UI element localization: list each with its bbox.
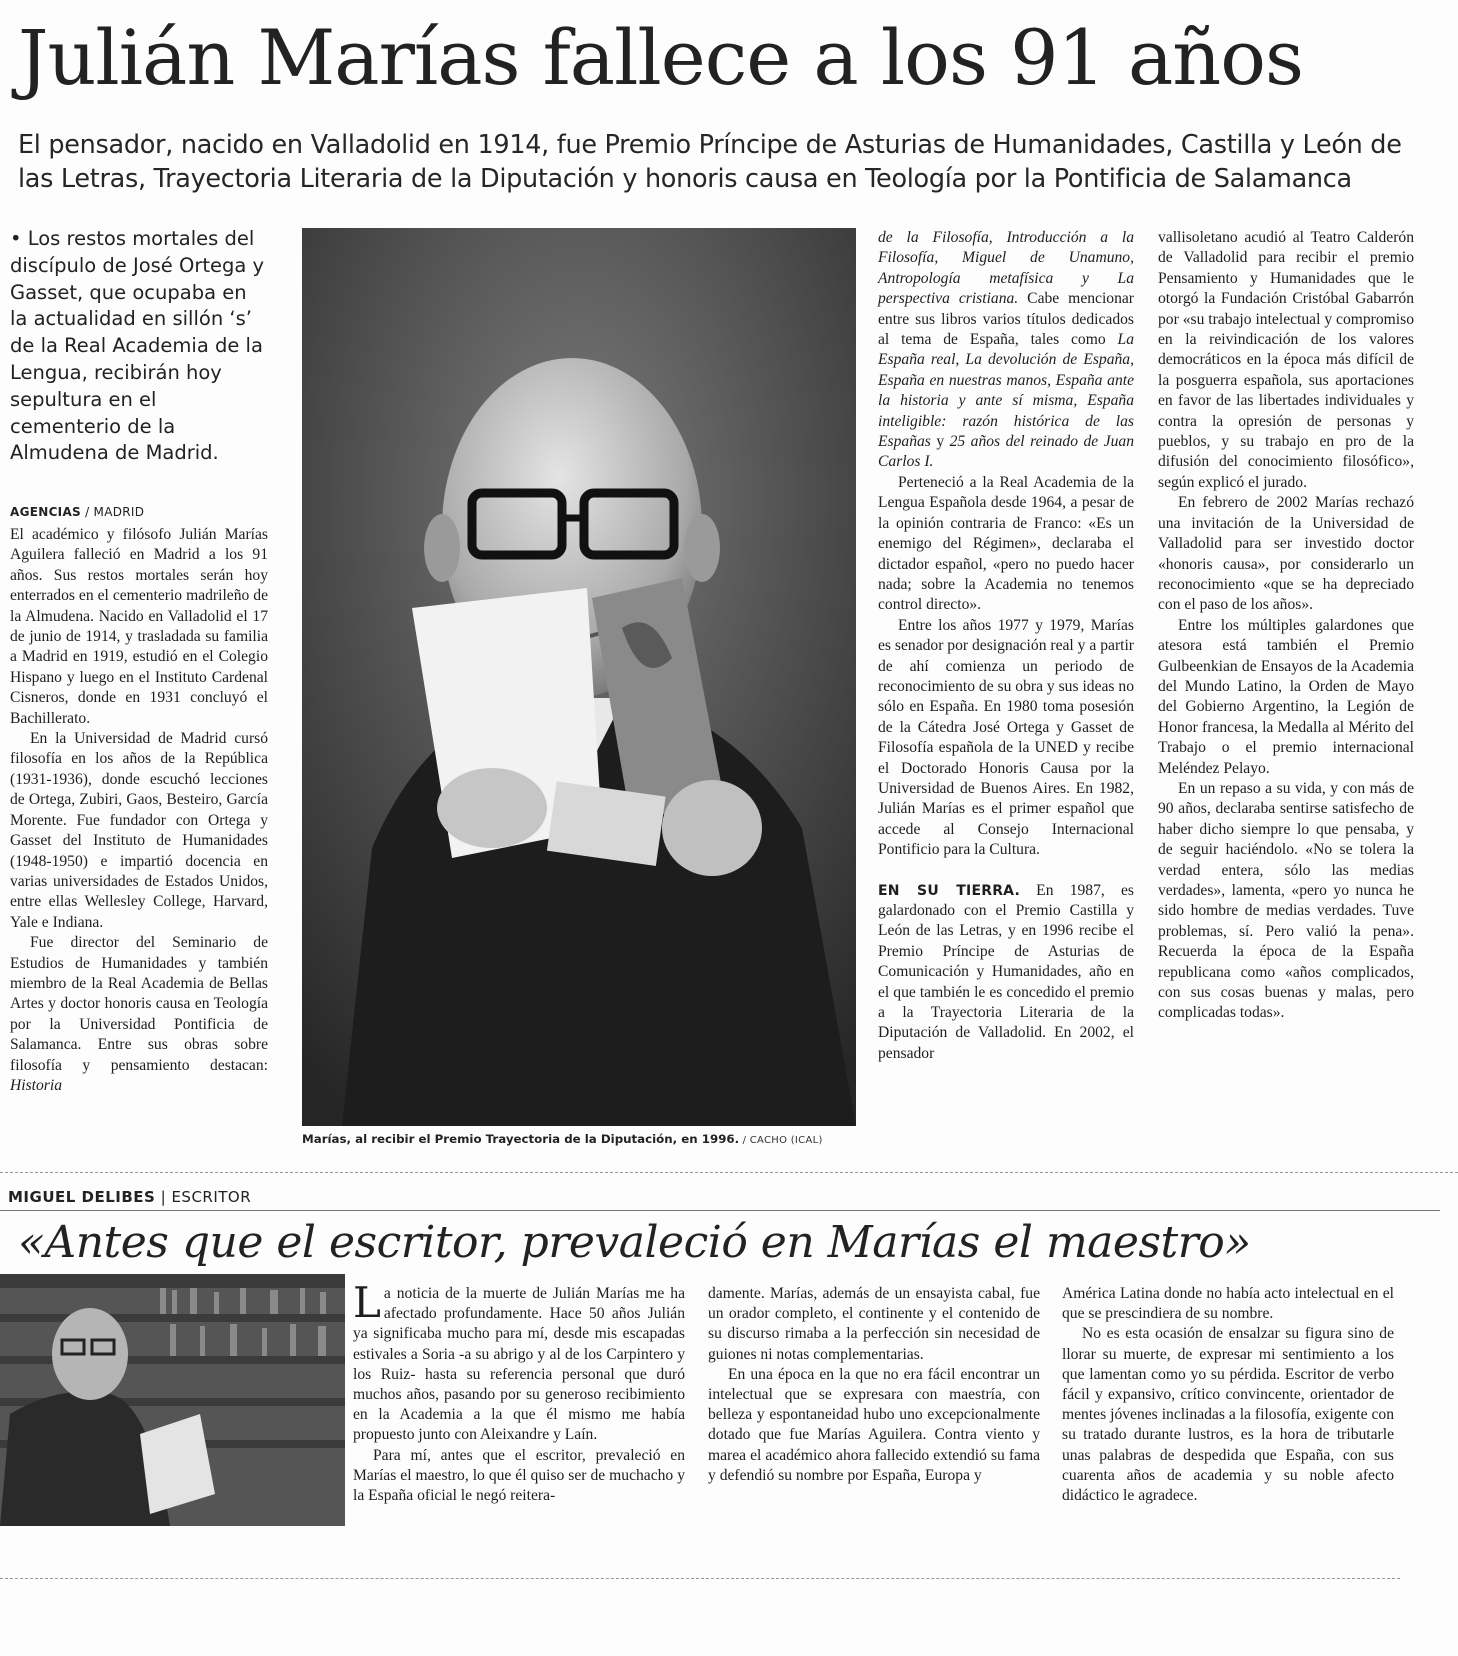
article-column-3 bbox=[878, 228, 1134, 1064]
section-divider bbox=[0, 1172, 1458, 1173]
caption-credit: / CACHO (ICAL) bbox=[739, 1135, 823, 1146]
photo-caption bbox=[302, 1132, 862, 1146]
page-bottom-rule bbox=[0, 1578, 1400, 1579]
paragraph: Entre los múltiples galardones que atesora está también el Premio Gulbeenkian de Ensayos de la Academia del Mundo Latino, la Orden de Mayo del Gobierno Argentino, la Legión de Honor francesa, la Medalla al Mérito del Trabajo o el premio internacional Meléndez Pelayo. bbox=[1158, 616, 1414, 777]
headline: Julián Marías fallece a los 91 años bbox=[18, 13, 1303, 102]
section-kicker: EN SU TIERRA. bbox=[878, 882, 1020, 899]
paragraph: Perteneció a la Real Academia de la Lengua Española desde 1964, a pesar de la opinión contraria de Franco: «Es un enemigo del Régimen», declaraba el dictador español, «pero no puedo hacer nada; sobre la Academia no tenemos control directo». bbox=[878, 473, 1134, 614]
opinion-column-2 bbox=[708, 1284, 1040, 1486]
opinion-author: MIGUEL DELIBES bbox=[8, 1188, 156, 1206]
caption-text: Marías, al recibir el Premio Trayectoria de la Diputación, en 1996. bbox=[302, 1132, 740, 1146]
opinion-column-3 bbox=[1062, 1284, 1394, 1506]
photo-miguel-delibes bbox=[0, 1274, 345, 1526]
paragraph: damente. Marías, además de un ensayista cabal, fue un orador completo, el continente y el contenido de su discurso rimaba a la perfección sin necesidad de guiones ni notas complementarias. bbox=[708, 1285, 1040, 1363]
paragraph: vallisoletano acudió al Teatro Calderón de Valladolid para recibir el premio Pensamiento y Humanidades que le otorgó la Fundación Cristóbal Gabarrón por «su trabajo intelectual y compromiso en la reivindicación de los valores democráticos en la época más difícil de la posguerra española, sus aportaciones en favor de las libertades individuales y contra la opresión de personas y pueblos, y su trabajo en pro de la difusión del conocimiento filosófico», según explicó el jurado. bbox=[1158, 229, 1414, 491]
article-column-1 bbox=[10, 525, 268, 1096]
opinion-title: «Antes que el escritor, prevaleció en Marías el maestro» bbox=[18, 1217, 1251, 1268]
paragraph: No es esta ocasión de ensalzar su figura sino de llorar su muerte, de expresar mi sentimiento a los que lamentan como yo su pérdida. Escritor de verbo fácil y expansivo, crítico convincente, orientador de mentes jóvenes inclinadas a la filosofía, exigente con su tratado durante lustros, es la hora de tributarle unas palabras de despedida que España, con sus cuarenta años de academia y su noble afecto didáctico le agradece. bbox=[1062, 1325, 1394, 1505]
paragraph: En una época en la que no era fácil encontrar un intelectual que se expresara con maestría, con belleza y espontaneidad hubo uno excepcionalmente dotado que fue Marías Aguilera. Contra viento y marea el académico ahora fallecido extendió su fama y defendió su nombre por España, Europa y bbox=[708, 1365, 1040, 1484]
paragraph: En febrero de 2002 Marías rechazó una invitación de la Universidad de Valladolid para ser investido doctor «honoris causa», por considerarlo un reconocimiento «que se ha depreciado con el paso de los años». bbox=[1158, 494, 1414, 614]
byline-agency: AGENCIAS bbox=[10, 505, 81, 519]
main-photo bbox=[302, 228, 856, 1126]
photo-julian-marias bbox=[302, 228, 856, 1126]
paragraph: EN SU TIERRA. En 1987, es galardonado con el Premio Castilla y León de las Letras, y en 1996 recibe el Premio Príncipe de Asturias de Comunicación y Humanidades, año en el que también le es concedido el premio a la Trayectoria Literaria de la Diputación de Valladolid. En 2002, el pensador bbox=[878, 881, 1134, 1062]
paragraph: La noticia de la muerte de Julián Marías me ha afectado profundamente. Hace 50 años Julián ya significaba mucho para mí, desde mis escapadas estivales a Soria -a su abrigo y al de los Carpintero y los Ruiz- hasta su referencia personal que duró muchos años, pasando por su generoso recibimiento en la Academia a la que él mismo me había propuesto junto con Aleixandre y Laín. bbox=[353, 1278, 685, 1444]
byline bbox=[10, 505, 144, 519]
article-column-4 bbox=[1158, 228, 1414, 1024]
opinion-column-1 bbox=[353, 1278, 685, 1506]
paragraph: de la Filosofía, Introducción a la Filosofía, Miguel de Unamuno, Antropología metafísica y La perspectiva cristiana. Cabe mencionar entre sus libros varios títulos dedicados al tema de España, tales como La España real, La devolución de España, España en nuestras manos, España ante la historia y ante sí misma, España inteligible: razón histórica de las Españas y 25 años del reinado de Juan Carlos I. bbox=[878, 229, 1134, 471]
paragraph: Para mí, antes que el escritor, prevaleció en Marías el maestro, lo que él quiso ser de muchacho y la España oficial le negó reitera- bbox=[353, 1446, 685, 1505]
opinion-photo bbox=[0, 1274, 345, 1526]
opinion-author-label bbox=[8, 1188, 251, 1206]
opinion-top-rule bbox=[0, 1210, 1440, 1211]
byline-place: / MADRID bbox=[80, 505, 145, 519]
lead-summary: • Los restos mortales del discípulo de José Ortega y Gasset, que ocupaba en la actualidad en sillón ‘s’ de la Real Academia de la Lengua, recibirán hoy sepultura en el cementerio de la Almudena de Madrid. bbox=[10, 227, 265, 465]
opinion-role: | ESCRITOR bbox=[155, 1188, 252, 1206]
paragraph: América Latina donde no había acto intelectual en el que se prescindiera de su nombre. bbox=[1062, 1285, 1394, 1323]
paragraph: El académico y filósofo Julián Marías Aguilera falleció en Madrid a los 91 años. Sus restos mortales serán hoy enterrados en el cementerio madrileño de la Almudena. Nacido en Valladolid el 17 de junio de 1914, y trasladada su familia a Madrid en 1919, estudió en el Colegio Hispano y luego en el Instituto Cardenal Cisneros, donde en 1931 concluyó el Bachillerato. bbox=[10, 526, 268, 727]
drop-cap: L bbox=[353, 1278, 381, 1327]
paragraph: Entre los años 1977 y 1979, Marías es senador por designación real y a partir de ahí comienza un periodo de reconocimiento de su obra y sus ideas no sólo en España. En 1980 toma posesión de la Cátedra José Ortega y Gasset de Filosofía española de la UNED y recibe el Doctorado Honoris Causa por la Universidad de Buenos Aires. En 1982, Julián Marías es el primer español que accede al Consejo Internacional Pontificio para la Cultura. bbox=[878, 616, 1134, 859]
paragraph: En un repaso a su vida, y con más de 90 años, declaraba sentirse satisfecho de haber dicho siempre lo que pensaba, y de seguir haciéndolo. «No se tolera la verdad entera, sólo las medias verdades», lamenta, «pero yo nunca he sido hombre de medias verdades. Tuve problemas, sí. Pero valió la pena». Recuerda la época de la España republicana como «años complicados, con sus cosas buenas y malas, pero complicadas todas». bbox=[1158, 779, 1414, 1022]
subheadline: El pensador, nacido en Valladolid en 1914, fue Premio Príncipe de Asturias de Humanidades, Castilla y León de las Letras, Trayectoria Literaria de la Diputación y honoris causa en Teología por la Pontificia de Salamanca bbox=[18, 130, 1402, 194]
paragraph: En la Universidad de Madrid cursó filosofía en los años de la República (1931-1936), donde escuchó lecciones de Ortega, Zubiri, Gaos, Besteiro, García Morente. Fue fundador con Ortega y Gasset del Instituto de Humanidades (1948-1950) e impartió docencia en varias universidades de Estados Unidos, entre ellas Wellesley College, Harvard, Yale e Indiana. bbox=[10, 730, 268, 931]
paragraph: Fue director del Seminario de Estudios de Humanidades y también miembro de la Real Academia de Bellas Artes y doctor honoris causa en Teología por la Universidad Pontificia de Salamanca. Entre sus obras sobre filosofía y pensamiento destacan: Historia bbox=[10, 934, 268, 1094]
